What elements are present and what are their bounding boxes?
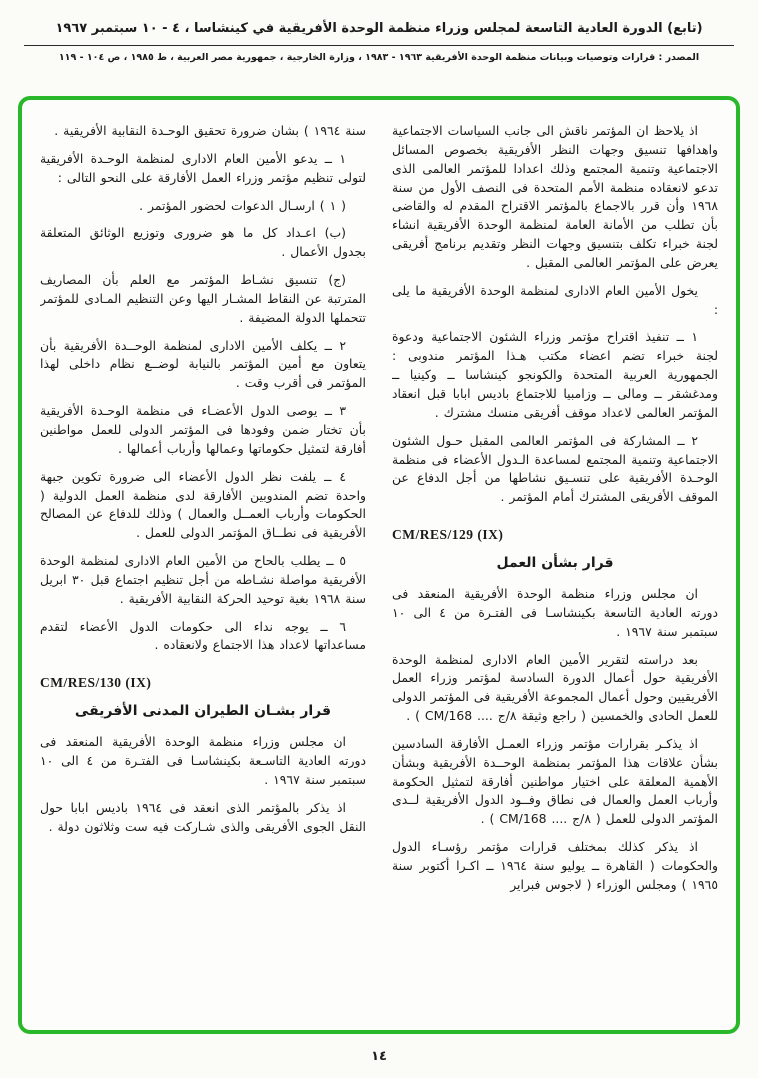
page-header [0, 0, 758, 64]
paragraph: ان مجلس وزراء منظمة الوحدة الأفريقية المنعقد فى دورته العادية التاسـعة بكينشاسـا فى الفتـرة من ٤ الى ١٠ سبتمبر سنة ١٩٦٧ . [40, 734, 366, 787]
paragraph: ٤ ــ يلفت نظر الدول الأعضاء الى ضرورة تكوين جبهة واحدة تضم المندوبين الأفارقة لدى منظمة العمل الدولية ( الحكومات وأرباب العمــل والعمال ) وذلك للدفاع عن المصالح الأفريقية فى نطــاق المؤتمر الدولى للعمل . [40, 468, 366, 541]
paragraph: اذ يذكـر بقرارات مؤتمر وزراء العمـل الأفارقة السادسين بشأن علاقات هذا المؤتمر بمنظمة الوحــدة الأفريقية وبشأن الأهمية المعلقة على اختيار مواطنين أفارقة لتمثيل الحكومة وأرباب العمل والعمال فى نطاق وفــود الدول الأفريقية لــدى المؤتمر الدولى للعمل ( ٨/ج .... CM/168 ) . [392, 735, 718, 827]
paragraph: ( ١ ) ارسـال الدعوات لحضور المؤتمر . [139, 197, 346, 213]
paragraph: سنة ١٩٦٤ ) بشان ضرورة تحقيق الوحـدة النقابية الأفريقية . [54, 123, 366, 138]
column-right [392, 122, 718, 1020]
paragraph: (ج) تنسيق نشـاط المؤتمر مع العلم بأن المصاريف المترتبة عن النقاط المشـار اليها وعن التنظيم المـادى للمؤتمر تتحملها الدولة المضيفة . [40, 272, 366, 325]
paragraph: ١ ــ يدعو الأمين العام الادارى لمنظمة الوحـدة الأفريقية لتولى تنظيم مؤتمر وزراء العمل الأفارقة على النحو التالى : [40, 150, 366, 185]
source-line: المصدر : قرارات وتوصيات وبيانات منظمة الوحدة الأفريقية ١٩٦٣ - ١٩٨٣ ، وزارة الخارجية ، جمهورية مصر العربية ، ط ١٩٨٥ ، ص ١٠٤ - ١١٩ [58, 52, 700, 64]
paragraph: ٥ ــ يطلب بالحاح من الأمين العام الادارى لمنظمة الوحدة الأفريقية مواصلة نشـاطه من أجل تنظيم اجتماع قبل ٣٠ ابريل سنة ١٩٦٨ بغية توحيد الحركة النقابية الأفريقية . [40, 553, 366, 606]
resolution-title: قرار بشأن العمل [496, 555, 614, 572]
page-number: ١٤ [371, 1049, 387, 1064]
paragraph: بعد دراسته لتقرير الأمين العام الادارى لمنظمة الوحدة الأفريقية حول أعمال الدورة السادسة لمؤتمر وزراء العمل الأفريقيين وحول أعمال المجموعة الأفريقية فى المؤتمر الدولى للعمل الحادى والخمسين ( راجع وثيقة ٨/ج .... CM/168 ) . [392, 651, 718, 724]
paragraph: اذ يذكر بالمؤتمر الذى انعقد فى ١٩٦٤ باديس ابابا حول النقل الجوى الأفريقى والذى شـاركت فيه ست وثلاثون دولة . [40, 799, 366, 834]
paragraph: يخول الأمين العام الادارى لمنظمة الوحدة الأفريقية ما يلى : [392, 282, 718, 317]
paragraph: ٦ ــ يوجه نداء الى حكومات الدول الأعضاء لتقدم مساعداتها لاعداد هذا الاجتماع ولانعقاده . [40, 618, 366, 653]
paragraph: اذ يلاحظ ان المؤتمر ناقش الى جانب السياسات الاجتماعية واهدافها تنسيق وجهات النظر الأفريقية بخصوص المسائل الاجتماعية وتنمية المجتمع وذلك اعدادا للمؤتمر العالمى الذى تدعو لانعقاده منظمة الأمم المتحدة فى النصف الأول من سنة ١٩٦٨ وأن قرر بالاجماع بالمؤتمر الاقتراح المقدم له والقاضى بأن تطلب من الأمانة العامة لمنظمة الوحدة الأفريقية انشاء لجنة خبراء تكلف بتنسيق وجهات النظر وتقديم برنامج أفريقى يعرض على المؤتمر العالمى المقبل . [392, 123, 718, 270]
paragraph: اذ يذكر كذلك بمختلف قرارات مؤتمر رؤسـاء الدول والحكومات ( القاهرة ــ يوليو سنة ١٩٦٤ ــ اكـرا أكتوبر سنة ١٩٦٥ ) ومجلس الوزراء ( لاجوس فبراير [392, 839, 718, 892]
column-left [40, 122, 366, 1020]
resolution-code: CM/RES/130 (IX) [40, 675, 152, 691]
resolution-title: قرار بشـان الطيران المدنى الأفريقى [74, 703, 332, 720]
paragraph: (ب) اعـداد كل ما هو ضرورى وتوزيع الوثائق المتعلقة بجدول الأعمال . [40, 225, 366, 260]
paragraph: ٢ ــ يكلف الأمين الادارى لمنظمة الوحــدة الأفريقية بأن يتعاون مع أمين المؤتمر بالنيابة لوضــع نظام داخلى لهذا المؤتمر فى أقرب وقت . [40, 337, 366, 391]
paragraph: ١ ــ تنفيذ اقتراح مؤتمر وزراء الشئون الاجتماعية ودعوة لجنة خبراء تضم اعضاء مكتب هـذا المؤتمر مندوبى : الجمهورية العربية المتحدة والكونجو كينشاسا ــ وكينيا ــ ومدغشقر ــ ومالى ــ وزامبيا للاجتماع باديس ابابا قبل انعقاد المؤتمر العالمى لاعداد موقف أفريقى منسك مشترك . [392, 329, 718, 420]
content-border-box [18, 96, 740, 1034]
paragraph: ان مجلس وزراء منظمة الوحدة الأفريقية المنعقد فى دورته العادية التاسعة بكينشاسـا فى الفتـرة من ٤ الى ١٠ سبتمبر سنة ١٩٦٧ . [392, 586, 718, 639]
paragraph: ٣ ــ يوصى الدول الأعضـاء فى منظمة الوحـدة الأفريقية بأن تختار ضمن وفودها فى المؤتمر الدولى للعمل مواطنين أفارقة لتمثيل حكوماتها وعمالها وأرباب أعمالها . [40, 403, 366, 456]
page-title: (تابع) الدورة العادية التاسعة لمجلس وزراء منظمة الوحدة الأفريقية في كينشاسا ، ٤ - ١٠ سبتمبر ١٩٦٧ [55, 21, 703, 36]
header-divider [24, 45, 734, 46]
paragraph: ٢ ــ المشاركة فى المؤتمر العالمى المقبل حـول الشئون الاجتماعية وتنمية المجتمع لمساعدة الـدول الأعضاء فى منظمة الوحـدة الأفريقية على تنسـيق نشاطها من أجل الدفاع عن الموقف الأفريقى المشترك أمام المؤتمر . [392, 432, 718, 505]
resolution-code: CM/RES/129 (IX) [392, 527, 504, 543]
